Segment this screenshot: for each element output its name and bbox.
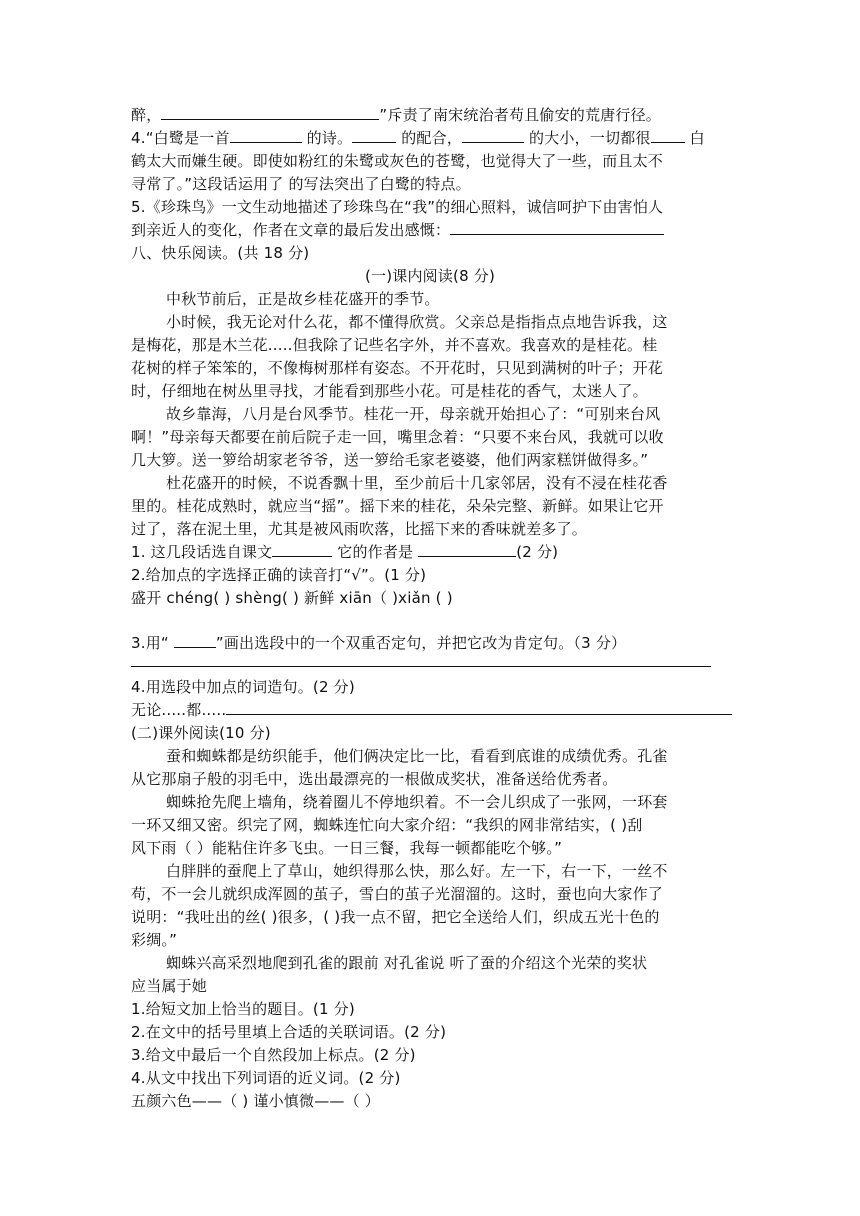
text-line xyxy=(131,104,731,126)
pinyin-options[interactable]: 盛开 chéng( ) shèng( ) 新鲜 xiān（ )xiǎn ( ) xyxy=(131,589,453,607)
line-text: 1. 这几段话选自课文 xyxy=(131,543,273,561)
passage-line: 说明：“我吐出的丝( )很多，( )我一点不留，把它全送给人们，织成五光十色的 xyxy=(131,908,660,926)
section-heading: 八、快乐阅读。(共 18 分) xyxy=(131,244,310,262)
line-text: 白 xyxy=(684,129,705,147)
passage-line: 一环又细又密。织完了网，蜘蛛连忙向大家介绍：“我织的网非常结实，( )刮 xyxy=(131,816,643,834)
answer-blank[interactable] xyxy=(450,219,664,235)
question-line: 4.用选段中加点的词造句。(2 分) xyxy=(131,678,355,696)
passage-line: 中秋节前后，正是故乡桂花盛开的季节。 xyxy=(166,290,440,308)
answer-blank[interactable] xyxy=(226,699,732,715)
line-text: 4.“白鹭是一首 xyxy=(131,129,230,147)
passage-line: 里的。桂花成熟时，就应当“摇”。摇下来的桂花，朵朵完整、新鲜。如果让它开 xyxy=(131,497,664,515)
answer-blank[interactable] xyxy=(161,104,379,120)
question-4-line xyxy=(131,127,731,149)
question-5-line: 5.《珍珠鸟》一文生动地描述了珍珠鸟在“我”的细心照料，诚信呵护下由害怕人 xyxy=(131,198,664,216)
passage-line: 几大箩。送一箩给胡家老爷爷，送一箩给毛家老婆婆，他们两家糕饼做得多。” xyxy=(131,451,649,469)
question-line xyxy=(131,541,731,563)
passage-line: 花树的样子笨笨的，不像梅树那样有姿态。不开花时，只见到满树的叶子；开花 xyxy=(131,359,664,377)
text-line xyxy=(131,219,731,241)
passage-line: 杜花盛开的时候，不说香飘十里，至少前后十几家邻居，没有不浸在桂花香 xyxy=(166,474,668,492)
answer-blank[interactable] xyxy=(272,541,332,557)
question-line: 2.给加点的字选择正确的读音打“√”。(1 分) xyxy=(131,566,427,584)
line-text: 无论.....都..... xyxy=(131,701,227,719)
answer-blank[interactable] xyxy=(462,127,524,143)
passage-line: 从它那扇子般的羽毛中，选出最漂亮的一根做成奖状，准备送给优秀者。 xyxy=(131,770,618,788)
line-text: 到亲近人的变化，作者在文章的最后发出感慨： xyxy=(131,221,451,239)
answer-blank[interactable] xyxy=(174,632,216,648)
exercise-line: 3.给文中最后一个自然段加上标点。(2 分) xyxy=(131,1046,416,1064)
passage-line: 蚕和蜘蛛都是纺织能手，他们俩决定比一比，看看到底谁的成绩优秀。孔雀 xyxy=(166,747,668,765)
answer-blank[interactable] xyxy=(352,127,396,143)
line-text: (2 分) xyxy=(516,543,559,561)
question-line xyxy=(131,632,731,654)
line-text: 它的作者是 xyxy=(332,543,419,561)
passage-line: 时，仔细地在树丛里寻找，才能看到那些小花。可是桂花的香气，太迷人了。 xyxy=(131,382,648,400)
question-line xyxy=(131,699,731,721)
passage-line: 白胖胖的蚕爬上了草山，她织得那么快，那么好。左一下，右一下，一丝不 xyxy=(166,862,668,880)
exercise-line[interactable]: 五颜六色——（ ) 谨小慎微——（ ） xyxy=(131,1092,380,1110)
passage-line: 啊！”母亲每天都要在前后院子走一回，嘴里念着：“只要不来台风，我就可以收 xyxy=(131,428,664,446)
answer-blank[interactable] xyxy=(230,127,302,143)
passage-line: 彩绸。” xyxy=(131,931,178,949)
passage-line: 故乡靠海，八月是台风季节。桂花一开，母亲就开始担心了：“可别来台风 xyxy=(166,405,661,423)
exercise-line: 4.从文中找出下列词语的近义词。(2 分) xyxy=(131,1069,401,1087)
exercise-line: 1.给短文加上恰当的题目。(1 分) xyxy=(131,1000,355,1018)
line-text: ”斥责了南宋统治者苟且偷安的荒唐行径。 xyxy=(379,106,661,124)
line-text: 的配合， xyxy=(396,129,463,147)
answer-line[interactable] xyxy=(131,666,711,667)
answer-blank[interactable] xyxy=(418,541,516,557)
line-text: 3.用“ xyxy=(131,634,174,652)
passage-line: 是梅花，那是木兰花.....但我除了记些名字外，并不喜欢。我喜欢的是桂花。桂 xyxy=(131,336,658,354)
passage-line: 风下雨（ ）能粘住许多飞虫。一日三餐，我每一顿都能吃个够。” xyxy=(131,839,563,857)
line-text: ”画出选段中的一个双重否定句，并把它改为肯定句。（3 分） xyxy=(215,634,627,652)
answer-blank[interactable] xyxy=(651,127,685,143)
line-text: 的诗。 xyxy=(301,129,353,147)
passage-line: 应当属于她 xyxy=(131,977,208,995)
passage-line: 苟，不一会儿就织成浑圆的茧子，雪白的茧子光溜溜的。这时，蚕也向大家作了 xyxy=(131,885,664,903)
exercise-line: 2.在文中的括号里填上合适的关联词语。(2 分) xyxy=(131,1023,447,1041)
line-text: 的大小，一切都很 xyxy=(524,129,651,147)
passage-line: 蜘蛛抢先爬上墙角，绕着圈儿不停地织着。不一会儿织成了一张网，一环套 xyxy=(166,793,668,811)
passage-line: 小时候，我无论对什么花，都不懂得欣赏。父亲总是指指点点地告诉我，这 xyxy=(166,313,668,331)
subsection-title: (二)课外阅读(10 分) xyxy=(131,724,271,742)
line-text: 醉， xyxy=(131,106,162,124)
passage-line: 蜘蛛兴高采烈地爬到孔雀的跟前 对孔雀说 听了蚕的介绍这个光荣的奖状 xyxy=(166,954,648,972)
text-line: 寻常了。”这段话运用了 的写法突出了白鹭的特点。 xyxy=(131,175,471,193)
passage-line: 过了，落在泥土里，尤其是被风雨吹落，比摇下来的香味就差多了。 xyxy=(131,520,588,538)
subsection-title: (一)课内阅读(8 分) xyxy=(364,267,496,285)
text-line: 鹤太大而嫌生硬。即使如粉红的朱鹭或灰色的苍鹭，也觉得大了一些，而且太不 xyxy=(131,152,664,170)
